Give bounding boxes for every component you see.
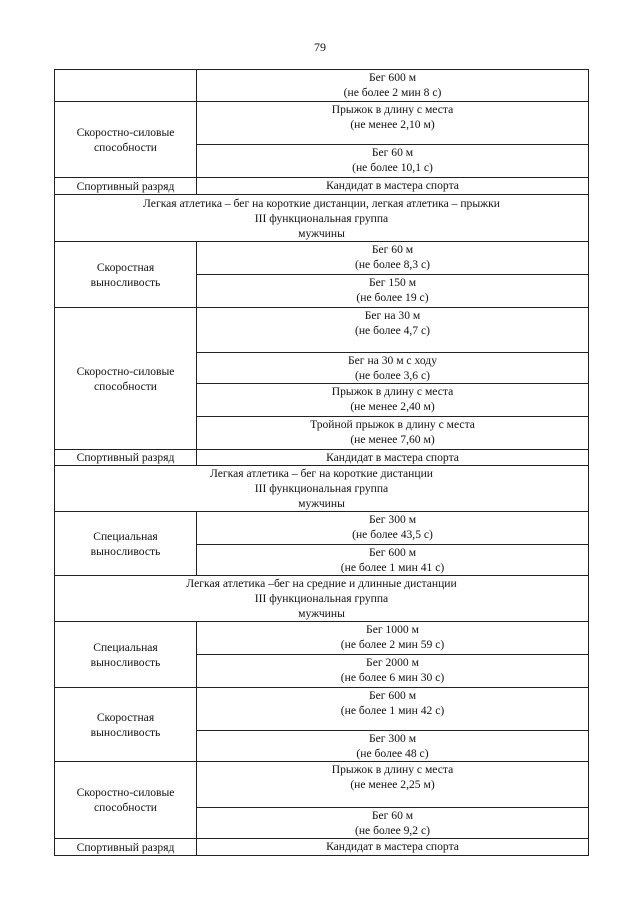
- category-cell: [55, 178, 197, 195]
- exercise-cell: [197, 353, 589, 384]
- cell-text-line: Бег 150 м: [368, 276, 417, 289]
- table-row: [55, 70, 589, 102]
- cell-text-line: Бег на 30 м с ходу: [348, 354, 437, 367]
- cell-text-line: выносливость: [90, 544, 161, 558]
- table-row: [55, 178, 589, 195]
- table-row: [55, 102, 589, 145]
- cell-text-line: Бег на 30 м: [364, 309, 421, 322]
- cell-text-line: Бег 600 м: [368, 689, 417, 702]
- cell-text-line: Бег 300 м: [368, 732, 417, 745]
- cell-text-line: мужчины: [298, 607, 345, 620]
- cell-text-line: (не менее 7,60 м): [350, 433, 435, 446]
- table-row: [55, 622, 589, 655]
- exercise-cell: [197, 417, 589, 450]
- cell-text-line: (не более 1 мин 42 с): [340, 704, 445, 717]
- cell-text-line: III функциональная группа: [254, 211, 389, 225]
- cell-text-line: выносливость: [90, 275, 161, 289]
- cell-text-line: (не менее 2,10 м): [350, 118, 435, 131]
- cell-text-line: (не менее 2,40 м): [350, 400, 435, 413]
- cell-text-line: способности: [94, 140, 157, 154]
- cell-text-line: (не более 43,5 с): [352, 528, 433, 541]
- exercise-cell: [197, 545, 589, 576]
- category-cell: [55, 762, 197, 839]
- cell-text-line: выносливость: [90, 655, 161, 669]
- cell-text-line: Кандидат в мастера спорта: [326, 840, 459, 853]
- cell-text-line: (не более 10,1 с): [352, 161, 433, 174]
- cell-text-line: III функциональная группа: [254, 482, 389, 495]
- table-row: [55, 308, 589, 353]
- exercise-cell: [197, 512, 589, 545]
- cell-text-line: (не более 8,3 с): [354, 258, 431, 271]
- cell-text-line: Бег 60 м: [371, 146, 414, 159]
- cell-text-line: (не более 6 мин 30 с): [340, 671, 445, 684]
- table-row: [55, 688, 589, 731]
- cell-text-line: Прыжок в длину с места: [331, 763, 454, 776]
- cell-text-line: Скоростная: [96, 260, 155, 274]
- cell-text-line: Прыжок в длину с места: [331, 385, 454, 398]
- norms-table: [54, 69, 589, 856]
- cell-text-line: Скоростно-силовые: [76, 786, 175, 799]
- exercise-cell: [197, 731, 589, 762]
- exercise-cell: [197, 839, 589, 856]
- section-header-cell: [55, 466, 589, 512]
- cell-text-line: (не более 19 с): [356, 291, 429, 304]
- cell-text-line: Бег 60 м: [371, 809, 414, 822]
- cell-text-line: Скоростно-силовые: [76, 364, 175, 378]
- exercise-cell: [197, 655, 589, 688]
- table-row: [55, 450, 589, 466]
- cell-text-line: Бег 600 м: [368, 546, 417, 559]
- section-header-cell: [55, 195, 589, 242]
- cell-text-line: Специальная: [93, 640, 158, 654]
- cell-text-line: Легкая атлетика –бег на средние и длинные дистанции: [186, 577, 457, 590]
- cell-text-line: Спортивный разряд: [76, 840, 175, 854]
- cell-text-line: (не более 3,6 с): [354, 369, 431, 382]
- exercise-cell: [197, 622, 589, 655]
- cell-text-line: Бег 60 м: [371, 243, 414, 256]
- exercise-cell: [197, 178, 589, 195]
- category-cell: [55, 102, 197, 178]
- category-cell: [55, 450, 197, 466]
- section-header-row: [55, 195, 589, 242]
- cell-text-line: Бег 1000 м: [366, 623, 419, 636]
- table-row: [55, 839, 589, 856]
- exercise-cell: [197, 688, 589, 731]
- cell-text-line: Тройной прыжок в длину с места: [310, 418, 475, 431]
- table-row: [55, 242, 589, 275]
- cell-text-line: Легкая атлетика – бег на короткие дистанции: [210, 467, 433, 480]
- cell-text-line: (не более 2 мин 8 с): [343, 86, 442, 99]
- cell-text-line: способности: [94, 379, 157, 393]
- cell-text-line: мужчины: [298, 226, 345, 240]
- cell-text-line: Кандидат в мастера спорта: [326, 179, 459, 192]
- cell-text-line: Скоростная: [96, 710, 155, 724]
- exercise-cell: [197, 145, 589, 178]
- exercise-cell: [197, 102, 589, 145]
- cell-text-line: Прыжок в длину с места: [331, 103, 454, 116]
- section-header-row: [55, 466, 589, 512]
- page-number: 79: [314, 40, 326, 54]
- cell-text-line: Скоростно-силовые: [76, 125, 175, 139]
- cell-text-line: Бег 300 м: [368, 513, 417, 526]
- cell-text-line: Спортивный разряд: [76, 451, 175, 464]
- exercise-cell: [197, 275, 589, 308]
- exercise-cell: [197, 70, 589, 102]
- section-header-cell: [55, 576, 589, 622]
- cell-text-line: Специальная: [93, 529, 158, 543]
- exercise-cell: [197, 762, 589, 808]
- cell-text-line: III функциональная группа: [254, 592, 389, 605]
- category-cell: [55, 242, 197, 308]
- cell-text-line: Бег 600 м: [368, 71, 417, 84]
- exercise-cell: [197, 808, 589, 839]
- cell-text-line: Легкая атлетика – бег на короткие дистанции, легкая атлетика – прыжки: [143, 196, 500, 210]
- category-cell: [55, 70, 197, 102]
- cell-text-line: (не более 9,2 с): [354, 824, 431, 837]
- norms-table-body: [55, 70, 589, 856]
- exercise-cell: [197, 242, 589, 275]
- category-cell: [55, 688, 197, 762]
- cell-text-line: Кандидат в мастера спорта: [326, 451, 459, 464]
- cell-text-line: мужчины: [298, 497, 345, 510]
- cell-text-line: Спортивный разряд: [76, 179, 175, 193]
- exercise-cell: [197, 384, 589, 417]
- category-cell: [55, 308, 197, 450]
- category-cell: [55, 512, 197, 576]
- category-cell: [55, 622, 197, 688]
- exercise-cell: [197, 450, 589, 466]
- cell-text-line: (не более 4,7 с): [354, 324, 431, 337]
- exercise-cell: [197, 308, 589, 353]
- cell-text-line: выносливость: [90, 725, 161, 739]
- cell-text-line: Бег 2000 м: [366, 656, 419, 669]
- cell-text-line: (не менее 2,25 м): [350, 778, 435, 791]
- cell-text-line: (не более 48 с): [356, 747, 429, 760]
- cell-text-line: (не более 2 мин 59 с): [340, 638, 445, 651]
- table-row: [55, 762, 589, 808]
- table-row: [55, 512, 589, 545]
- category-cell: [55, 839, 197, 856]
- section-header-row: [55, 576, 589, 622]
- cell-text-line: (не более 1 мин 41 с): [340, 561, 445, 574]
- cell-text-line: способности: [94, 801, 157, 814]
